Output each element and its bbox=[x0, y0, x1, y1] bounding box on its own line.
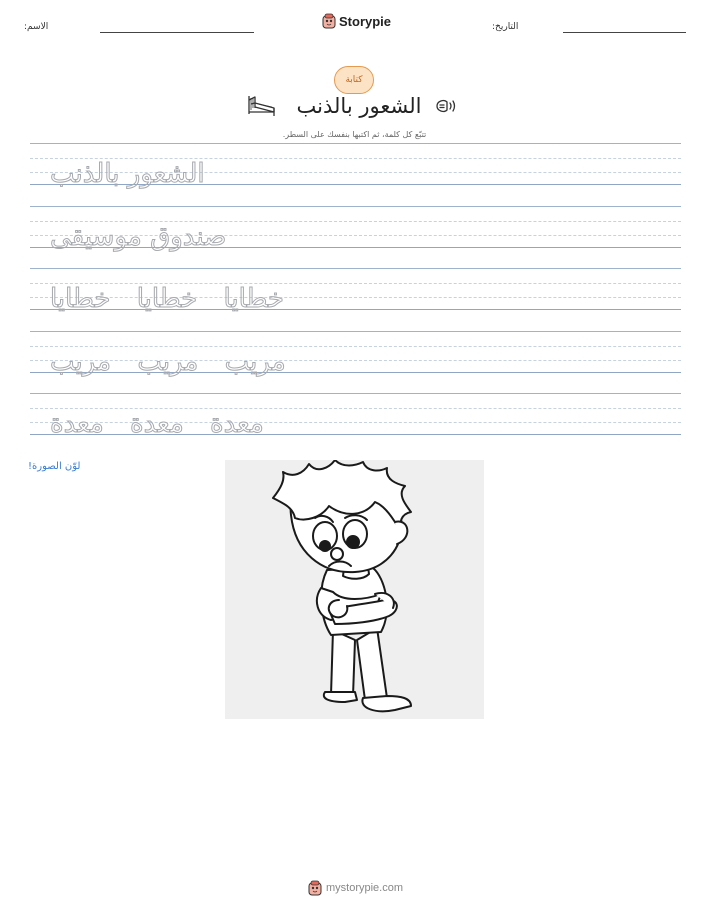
color-prompt: لوّن الصورة! bbox=[28, 461, 81, 472]
guide-line-top bbox=[30, 143, 681, 144]
guide-line-dashed bbox=[30, 283, 681, 284]
instructions-text: تتبّع كل كلمة، ثم اكتبها بنفسك على السطر. bbox=[282, 130, 427, 139]
page-title: الشعور بالذنب bbox=[296, 94, 422, 118]
tracing-row-1[interactable] bbox=[30, 143, 681, 195]
trace-word: مريب bbox=[50, 347, 112, 377]
trace-word: معدة bbox=[130, 409, 184, 439]
trace-word: خطايا bbox=[136, 284, 198, 314]
guide-line-dashed bbox=[30, 408, 681, 409]
storypie-mascot-icon bbox=[308, 880, 322, 896]
guilty-boy-coloring-illustration bbox=[225, 460, 484, 719]
trace-word: معدة bbox=[50, 409, 104, 439]
bed-icon bbox=[246, 92, 278, 122]
tracing-row-4[interactable] bbox=[30, 331, 681, 383]
brand-logo bbox=[322, 13, 391, 29]
tracing-row-5[interactable] bbox=[30, 393, 681, 445]
guide-line-dashed bbox=[30, 346, 681, 347]
date-label: التاريخ: bbox=[492, 22, 519, 32]
name-write-line[interactable] bbox=[100, 32, 254, 33]
guide-line-top bbox=[30, 393, 681, 394]
storypie-mascot-icon bbox=[322, 13, 336, 29]
trace-text bbox=[32, 161, 205, 187]
trace-word: مريب bbox=[224, 347, 286, 377]
tracing-row-2[interactable] bbox=[30, 206, 681, 258]
guide-line-top bbox=[30, 268, 681, 269]
guide-line-top bbox=[30, 206, 681, 207]
category-badge: كتابة bbox=[334, 66, 374, 94]
trace-word: صندوق موسيقى bbox=[50, 222, 227, 252]
guide-line-top bbox=[30, 331, 681, 332]
tracing-row-3[interactable] bbox=[30, 268, 681, 320]
footer-site-link[interactable]: mystorypie.com bbox=[326, 882, 404, 894]
trace-text bbox=[32, 349, 286, 375]
trace-word: مريب bbox=[137, 347, 199, 377]
date-write-line[interactable] bbox=[563, 32, 686, 33]
trace-word: خطايا bbox=[223, 284, 284, 314]
name-label: الاسم: bbox=[24, 22, 49, 32]
trace-word: الشعور بالذنب bbox=[50, 159, 205, 189]
trace-text bbox=[32, 286, 284, 312]
trace-word: معدة bbox=[210, 409, 264, 439]
trace-text bbox=[32, 224, 226, 250]
trace-text bbox=[32, 411, 264, 437]
trace-word: خطايا bbox=[50, 284, 111, 314]
brand-name: Storypie bbox=[339, 13, 392, 29]
speaker-sound-icon[interactable] bbox=[434, 97, 458, 119]
footer bbox=[308, 880, 403, 896]
